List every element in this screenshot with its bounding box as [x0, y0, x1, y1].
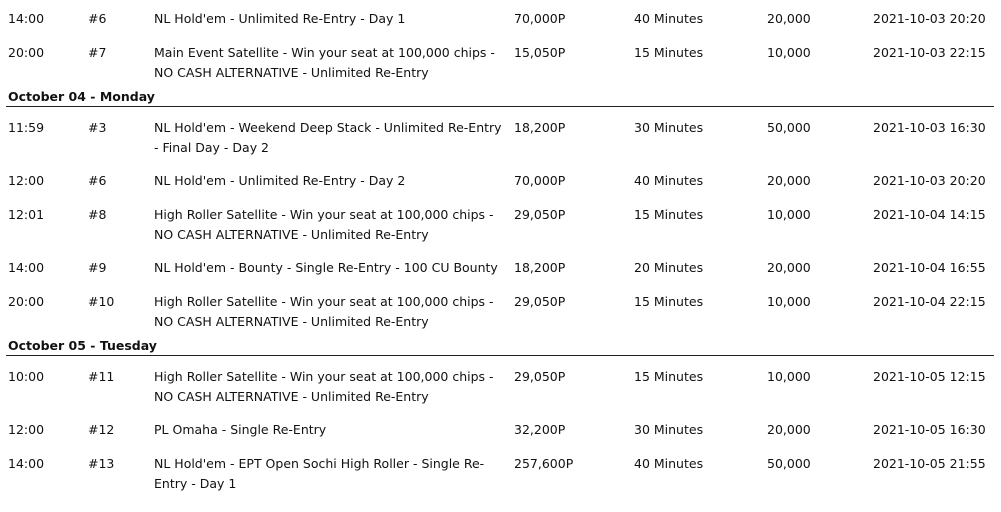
event-name: High Roller Satellite - Win your seat at 100,000 chips - NO CASH ALTERNATIVE - Unlimited Re-Entry — [154, 294, 494, 329]
start-time: 20:00 — [8, 294, 45, 309]
day-label: October 05 - Tuesday — [8, 338, 157, 353]
table-row — [0, 196, 1001, 249]
starting-stack: 50,000 — [767, 456, 811, 471]
late-registration: 40 Minutes — [634, 11, 704, 26]
buy-in: 32,200P — [514, 422, 566, 437]
late-registration: 15 Minutes — [634, 207, 704, 222]
late-reg-end: 2021-10-05 12:15 — [873, 369, 986, 384]
event-number: #12 — [88, 422, 115, 437]
event-number: #13 — [88, 456, 115, 471]
buy-in: 15,050P — [514, 45, 566, 60]
late-reg-end: 2021-10-04 16:55 — [873, 260, 986, 275]
event-number: #6 — [88, 173, 107, 188]
event-name: NL Hold'em - Bounty - Single Re-Entry - 100 CU Bounty — [154, 260, 498, 275]
late-registration: 15 Minutes — [634, 369, 704, 384]
table-row — [0, 0, 1001, 34]
late-registration: 20 Minutes — [634, 260, 704, 275]
buy-in: 29,050P — [514, 207, 566, 222]
late-registration: 15 Minutes — [634, 45, 704, 60]
late-registration: 30 Minutes — [634, 120, 704, 135]
event-name: High Roller Satellite - Win your seat at 100,000 chips - NO CASH ALTERNATIVE - Unlimited Re-Entry — [154, 207, 494, 242]
buy-in: 70,000P — [514, 173, 566, 188]
event-number: #3 — [88, 120, 107, 135]
start-time: 20:00 — [8, 45, 45, 60]
event-name: NL Hold'em - Weekend Deep Stack - Unlimited Re-Entry - Final Day - Day 2 — [154, 120, 502, 155]
event-number: #11 — [88, 369, 115, 384]
event-name: PL Omaha - Single Re-Entry — [154, 422, 327, 437]
event-number: #9 — [88, 260, 107, 275]
day-header — [0, 87, 1001, 109]
event-number: #7 — [88, 45, 107, 60]
table-row — [0, 283, 1001, 336]
late-registration: 30 Minutes — [634, 422, 704, 437]
buy-in: 257,600P — [514, 456, 574, 471]
table-row — [0, 249, 1001, 283]
start-time: 14:00 — [8, 260, 45, 275]
event-number: #10 — [88, 294, 115, 309]
event-number: #8 — [88, 207, 107, 222]
buy-in: 70,000P — [514, 11, 566, 26]
event-name: NL Hold'em - EPT Open Sochi High Roller - Single Re-Entry - Day 1 — [154, 456, 485, 491]
late-reg-end: 2021-10-03 22:15 — [873, 45, 986, 60]
late-reg-end: 2021-10-03 20:20 — [873, 11, 986, 26]
table-row — [0, 358, 1001, 411]
starting-stack: 20,000 — [767, 260, 811, 275]
start-time: 14:00 — [8, 456, 45, 471]
start-time: 12:01 — [8, 207, 45, 222]
table-row — [0, 162, 1001, 196]
buy-in: 29,050P — [514, 369, 566, 384]
late-reg-end: 2021-10-05 21:55 — [873, 456, 986, 471]
day-label: October 04 - Monday — [8, 89, 155, 104]
day-header — [0, 336, 1001, 358]
late-registration: 40 Minutes — [634, 456, 704, 471]
table-row — [0, 109, 1001, 162]
late-reg-end: 2021-10-05 16:30 — [873, 422, 986, 437]
starting-stack: 20,000 — [767, 11, 811, 26]
starting-stack: 20,000 — [767, 422, 811, 437]
starting-stack: 50,000 — [767, 120, 811, 135]
starting-stack: 10,000 — [767, 294, 811, 309]
start-time: 10:00 — [8, 369, 45, 384]
event-name: NL Hold'em - Unlimited Re-Entry - Day 2 — [154, 173, 406, 188]
event-name: High Roller Satellite - Win your seat at 100,000 chips - NO CASH ALTERNATIVE - Unlimited Re-Entry — [154, 369, 494, 404]
start-time: 12:00 — [8, 422, 45, 437]
starting-stack: 10,000 — [767, 45, 811, 60]
start-time: 14:00 — [8, 11, 45, 26]
late-reg-end: 2021-10-04 14:15 — [873, 207, 986, 222]
starting-stack: 10,000 — [767, 369, 811, 384]
buy-in: 18,200P — [514, 120, 566, 135]
table-row — [0, 445, 1001, 498]
event-name: NL Hold'em - Unlimited Re-Entry - Day 1 — [154, 11, 406, 26]
starting-stack: 10,000 — [767, 207, 811, 222]
table-row — [0, 411, 1001, 445]
late-reg-end: 2021-10-03 20:20 — [873, 173, 986, 188]
day-divider — [6, 106, 994, 107]
starting-stack: 20,000 — [767, 173, 811, 188]
day-divider — [6, 355, 994, 356]
buy-in: 18,200P — [514, 260, 566, 275]
late-registration: 15 Minutes — [634, 294, 704, 309]
start-time: 12:00 — [8, 173, 45, 188]
late-reg-end: 2021-10-04 22:15 — [873, 294, 986, 309]
table-row — [0, 34, 1001, 87]
buy-in: 29,050P — [514, 294, 566, 309]
start-time: 11:59 — [8, 120, 45, 135]
event-name: Main Event Satellite - Win your seat at 100,000 chips - NO CASH ALTERNATIVE - Unlimited Re-Entry — [154, 45, 495, 80]
late-registration: 40 Minutes — [634, 173, 704, 188]
event-number: #6 — [88, 11, 107, 26]
late-reg-end: 2021-10-03 16:30 — [873, 120, 986, 135]
